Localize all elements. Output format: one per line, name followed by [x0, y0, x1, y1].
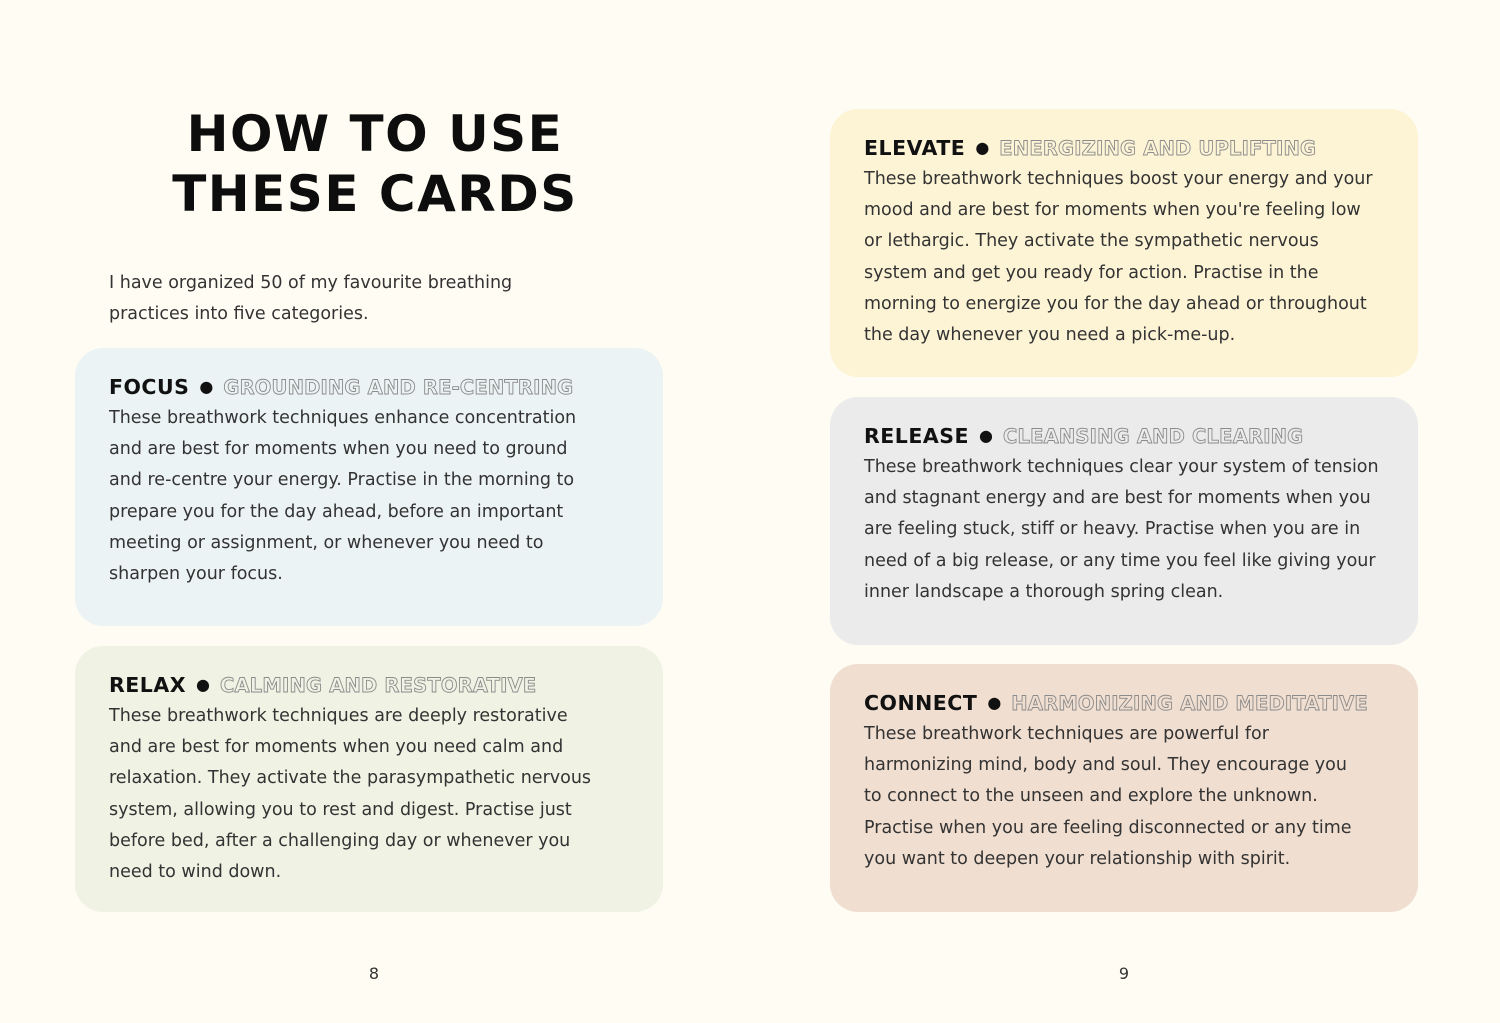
card-connect — [830, 664, 1418, 912]
bullet-separator: ● — [979, 426, 993, 445]
card-heading — [864, 688, 1384, 719]
category-name: CONNECT — [864, 691, 978, 715]
card-focus — [75, 348, 663, 626]
card-relax — [75, 646, 663, 912]
card-heading — [864, 133, 1384, 164]
title-line-2: THESE CARDS — [172, 165, 578, 223]
category-name: RELAX — [109, 673, 187, 697]
category-subtitle: HARMONIZING AND MEDITATIVE — [1011, 692, 1368, 715]
category-subtitle: CLEANSING AND CLEARING — [1002, 425, 1304, 448]
card-heading — [109, 372, 629, 403]
category-description: These breathwork techniques clear your system of tension and stagnant energy and are best for moments when you are feeling stuck, stiff or heavy. Practise when you are in need of a big release, or any time you feel like giving your inner landscape a thorough spring clean. — [864, 457, 1379, 602]
category-name: ELEVATE — [864, 136, 966, 160]
bullet-separator: ● — [987, 693, 1002, 712]
card-elevate — [830, 109, 1418, 377]
category-subtitle: ENERGIZING AND UPLIFTING — [999, 137, 1317, 160]
category-description: These breathwork techniques enhance concentration and are best for moments when you need to ground and re-centre your energy. Practise in the morning to prepare you for the day ahead, before an important meeting or assignment, or whenever you need to sharpen your focus. — [109, 408, 577, 585]
category-subtitle: GROUNDING AND RE-CENTRING — [223, 376, 574, 399]
bullet-separator: ● — [975, 138, 990, 157]
title-line-1: HOW TO USE — [186, 105, 564, 163]
category-description: These breathwork techniques are deeply restorative and are best for moments when you need calm and relaxation. They activate the parasympathetic nervous system, allowing you to rest and digest. Practise just before bed, after a challenging day or whenever you need to wind down. — [109, 706, 592, 883]
category-name: FOCUS — [109, 375, 190, 399]
bullet-separator: ● — [196, 675, 210, 694]
category-description: These breathwork techniques boost your energy and your mood and are best for moments when you're feeling low or lethargic. They activate the sympathetic nervous system and get you ready for action. Practise in the morning to energize you for the day ahead or throughout the day whenever you need a pick-me-up. — [864, 169, 1373, 346]
page-title — [110, 104, 640, 224]
category-description: These breathwork techniques are powerful for harmonizing mind, body and soul. They encourage you to connect to the unseen and explore the unknown. Practise when you are feeling disconnected or any time you want to deepen your relationship with spirit. — [864, 724, 1352, 869]
page-number-right: 9 — [1118, 964, 1130, 983]
card-heading — [109, 670, 629, 701]
bullet-separator: ● — [199, 377, 214, 396]
card-heading — [864, 421, 1384, 452]
intro-text: I have organized 50 of my favourite breathing practices into five categories. — [109, 273, 513, 324]
card-release — [830, 397, 1418, 645]
page-number-left: 8 — [368, 964, 380, 983]
category-name: RELEASE — [864, 424, 969, 448]
category-subtitle: CALMING AND RESTORATIVE — [220, 674, 537, 697]
